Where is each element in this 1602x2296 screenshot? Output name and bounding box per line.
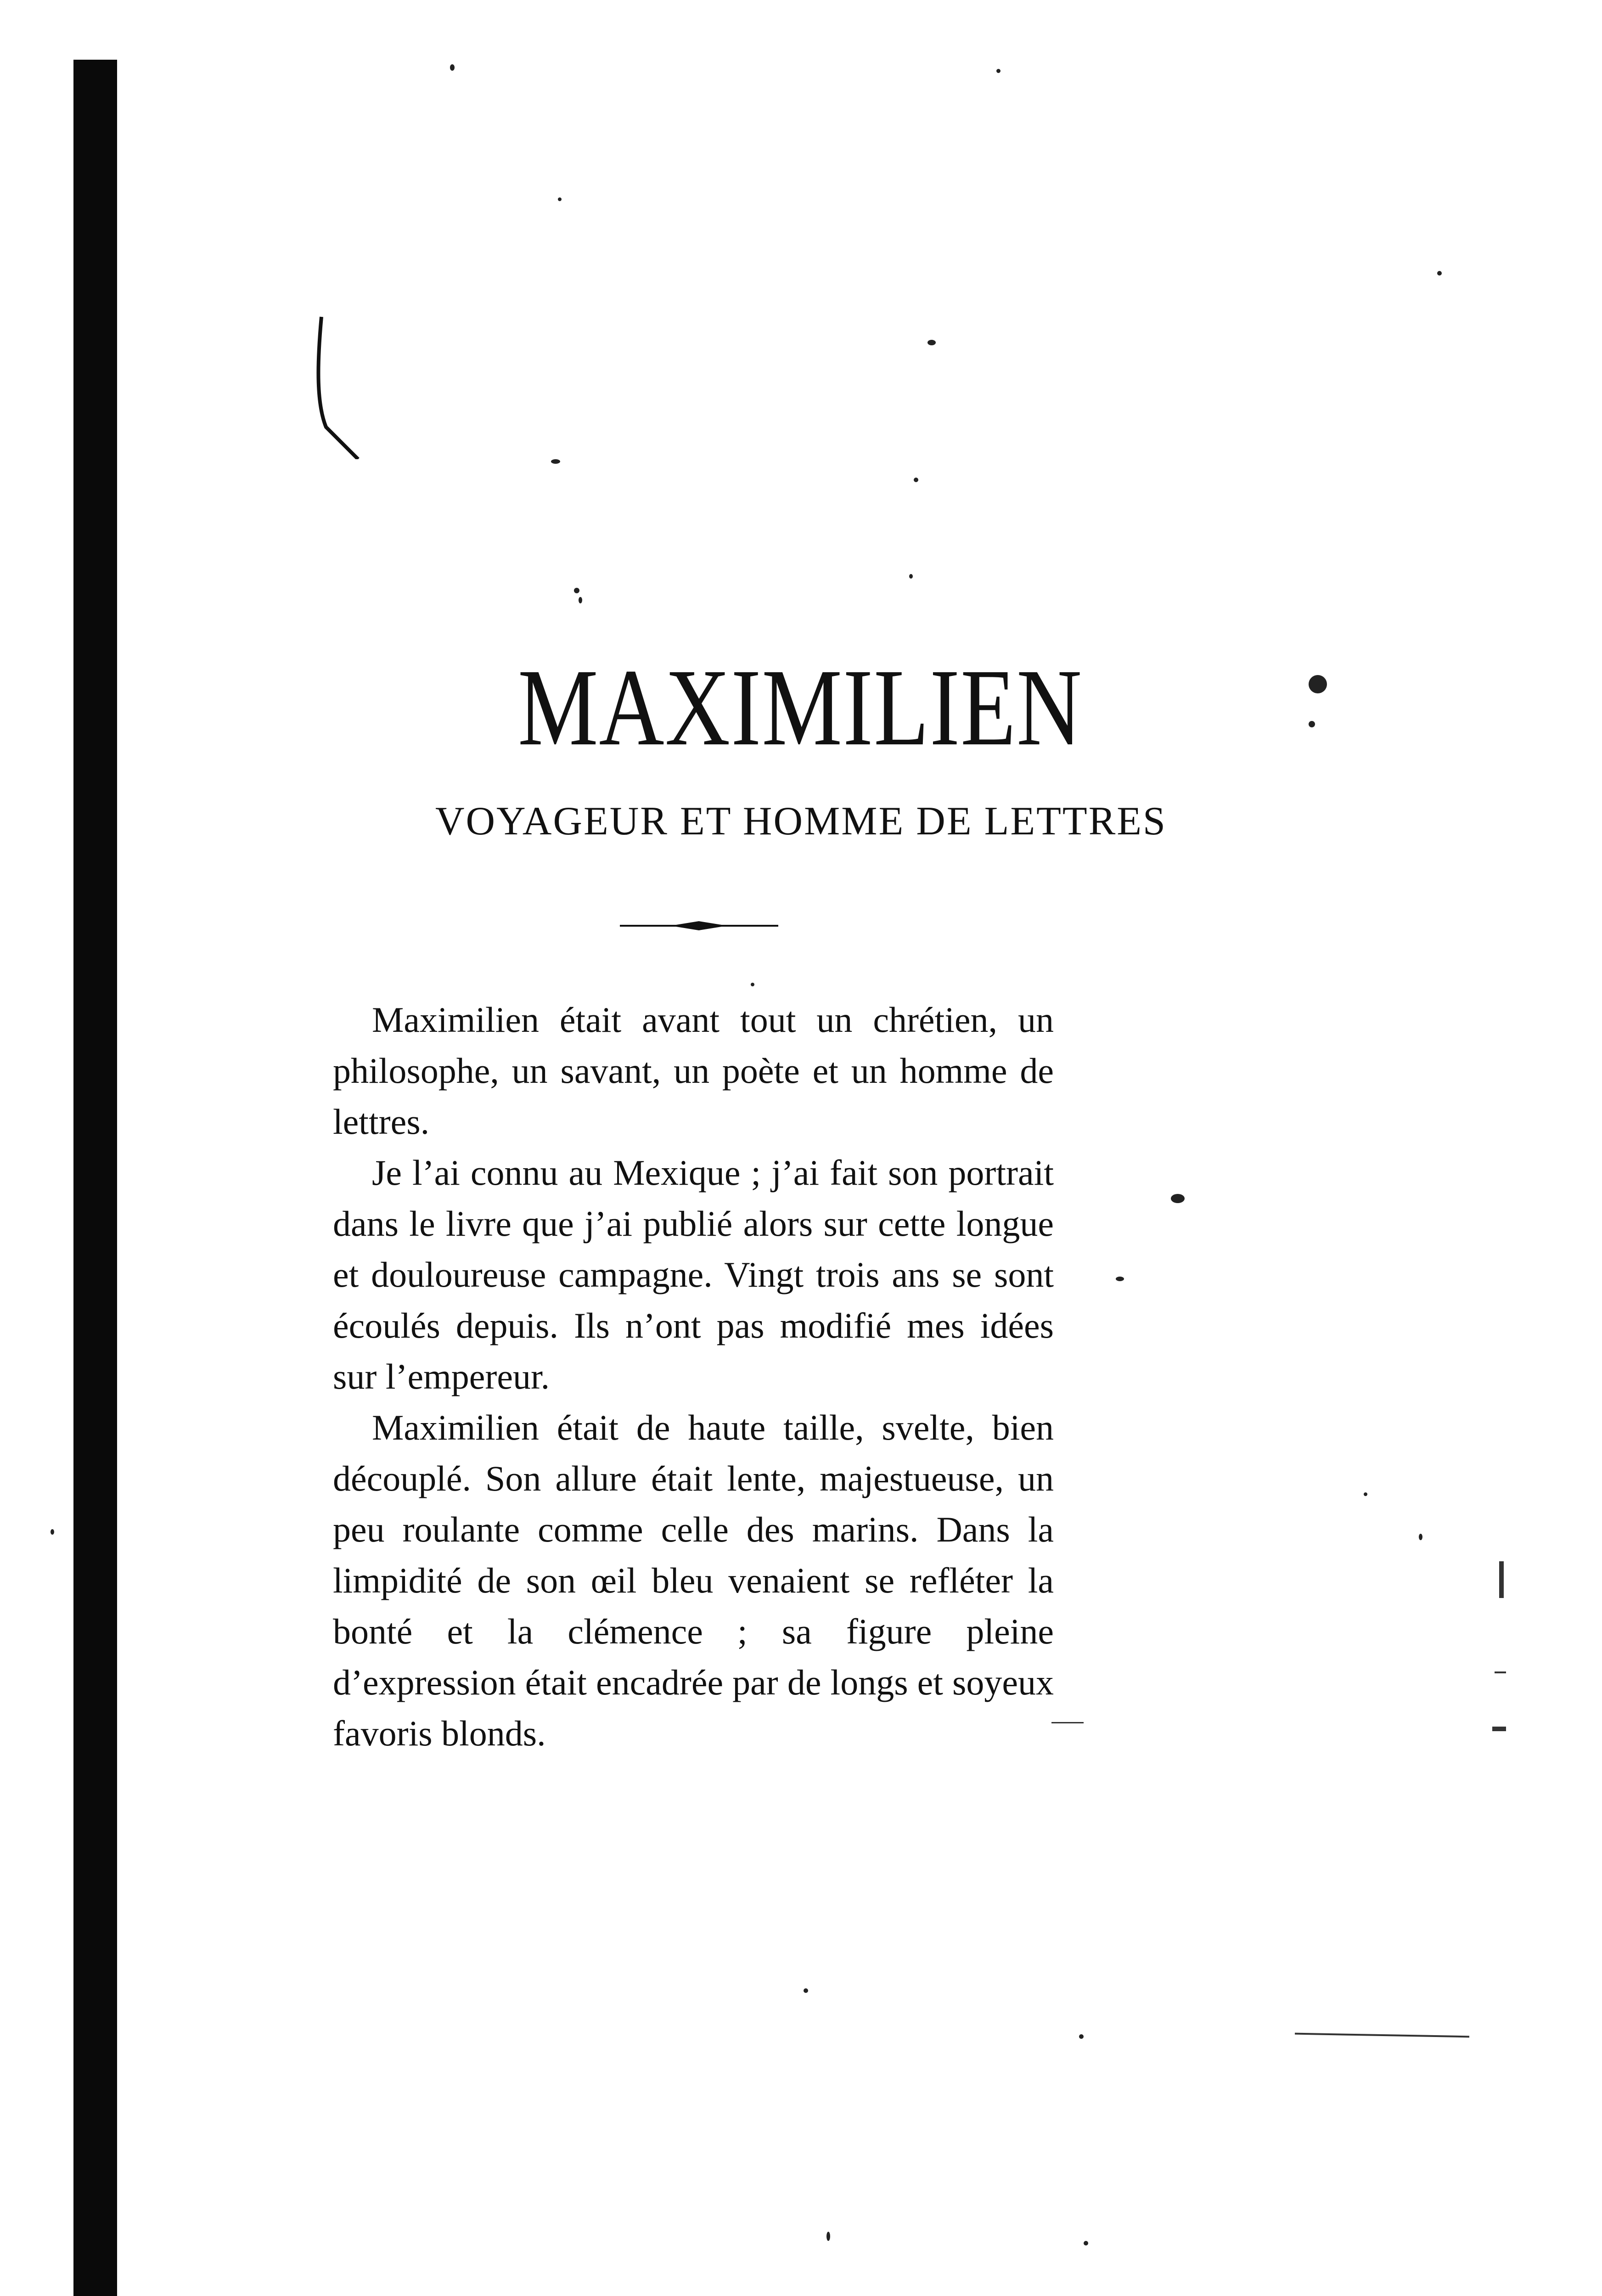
scan-speck (574, 588, 579, 593)
scan-speck (1419, 1534, 1422, 1540)
margin-mark (1495, 1671, 1506, 1673)
scan-speck (914, 478, 918, 482)
margin-mark (1051, 1722, 1084, 1723)
scan-speck (1309, 721, 1315, 727)
scan-speck (1437, 271, 1442, 276)
paragraph-3: Maximilien était de haute taille, svelte, bien découplé. Son allure était lente, majestueuse, un peu roulante comme celle des marins. Dans la limpidité de son œil bleu venaient se refléter la bonté et la clémence ; sa figure pleine d’expression était encadrée par de longs et soyeux favoris blonds. (333, 1407, 1054, 1753)
scan-speck (450, 64, 455, 71)
paragraph-1: Maximilien était avant tout un chrétien, un philosophe, un savant, un poète et un homme de lettres. (333, 1000, 1054, 1142)
pencil-bracket-mark (308, 312, 363, 459)
body-text (333, 994, 1054, 1759)
scan-speck (1079, 2034, 1084, 2039)
scan-speck (551, 459, 560, 464)
scan-speck (804, 1988, 808, 1993)
margin-mark (1492, 1727, 1506, 1731)
scan-speck (1116, 1277, 1124, 1281)
paragraph-2: Je l’ai connu au Mexique ; j’ai fait son portrait dans le livre que j’ai publié alors sur cette longue et douloureuse campagne. Vingt trois ans se sont écoulés depuis. Ils n’ont pas modifié mes idées sur l’empereur. (333, 1153, 1054, 1396)
scan-speck (558, 197, 562, 201)
margin-mark (1295, 2033, 1469, 2038)
scan-speck (579, 597, 582, 603)
scan-speck (909, 574, 913, 579)
margin-mark (1499, 1561, 1504, 1598)
scan-speck (1364, 1492, 1367, 1496)
scan-speck (927, 340, 936, 345)
binding-shadow (73, 60, 117, 2296)
scan-speck (996, 69, 1001, 73)
scan-speck (1309, 675, 1327, 693)
scan-speck (751, 983, 754, 986)
scan-speck (826, 2232, 830, 2241)
page-title: MAXIMILIEN (517, 646, 1083, 768)
scan-speck (1171, 1194, 1185, 1203)
page-subtitle: VOYAGEUR ET HOMME DE LETTRES (435, 799, 1167, 844)
scan-speck (51, 1529, 54, 1535)
ornamental-rule (620, 921, 778, 931)
scan-speck (1084, 2241, 1088, 2245)
